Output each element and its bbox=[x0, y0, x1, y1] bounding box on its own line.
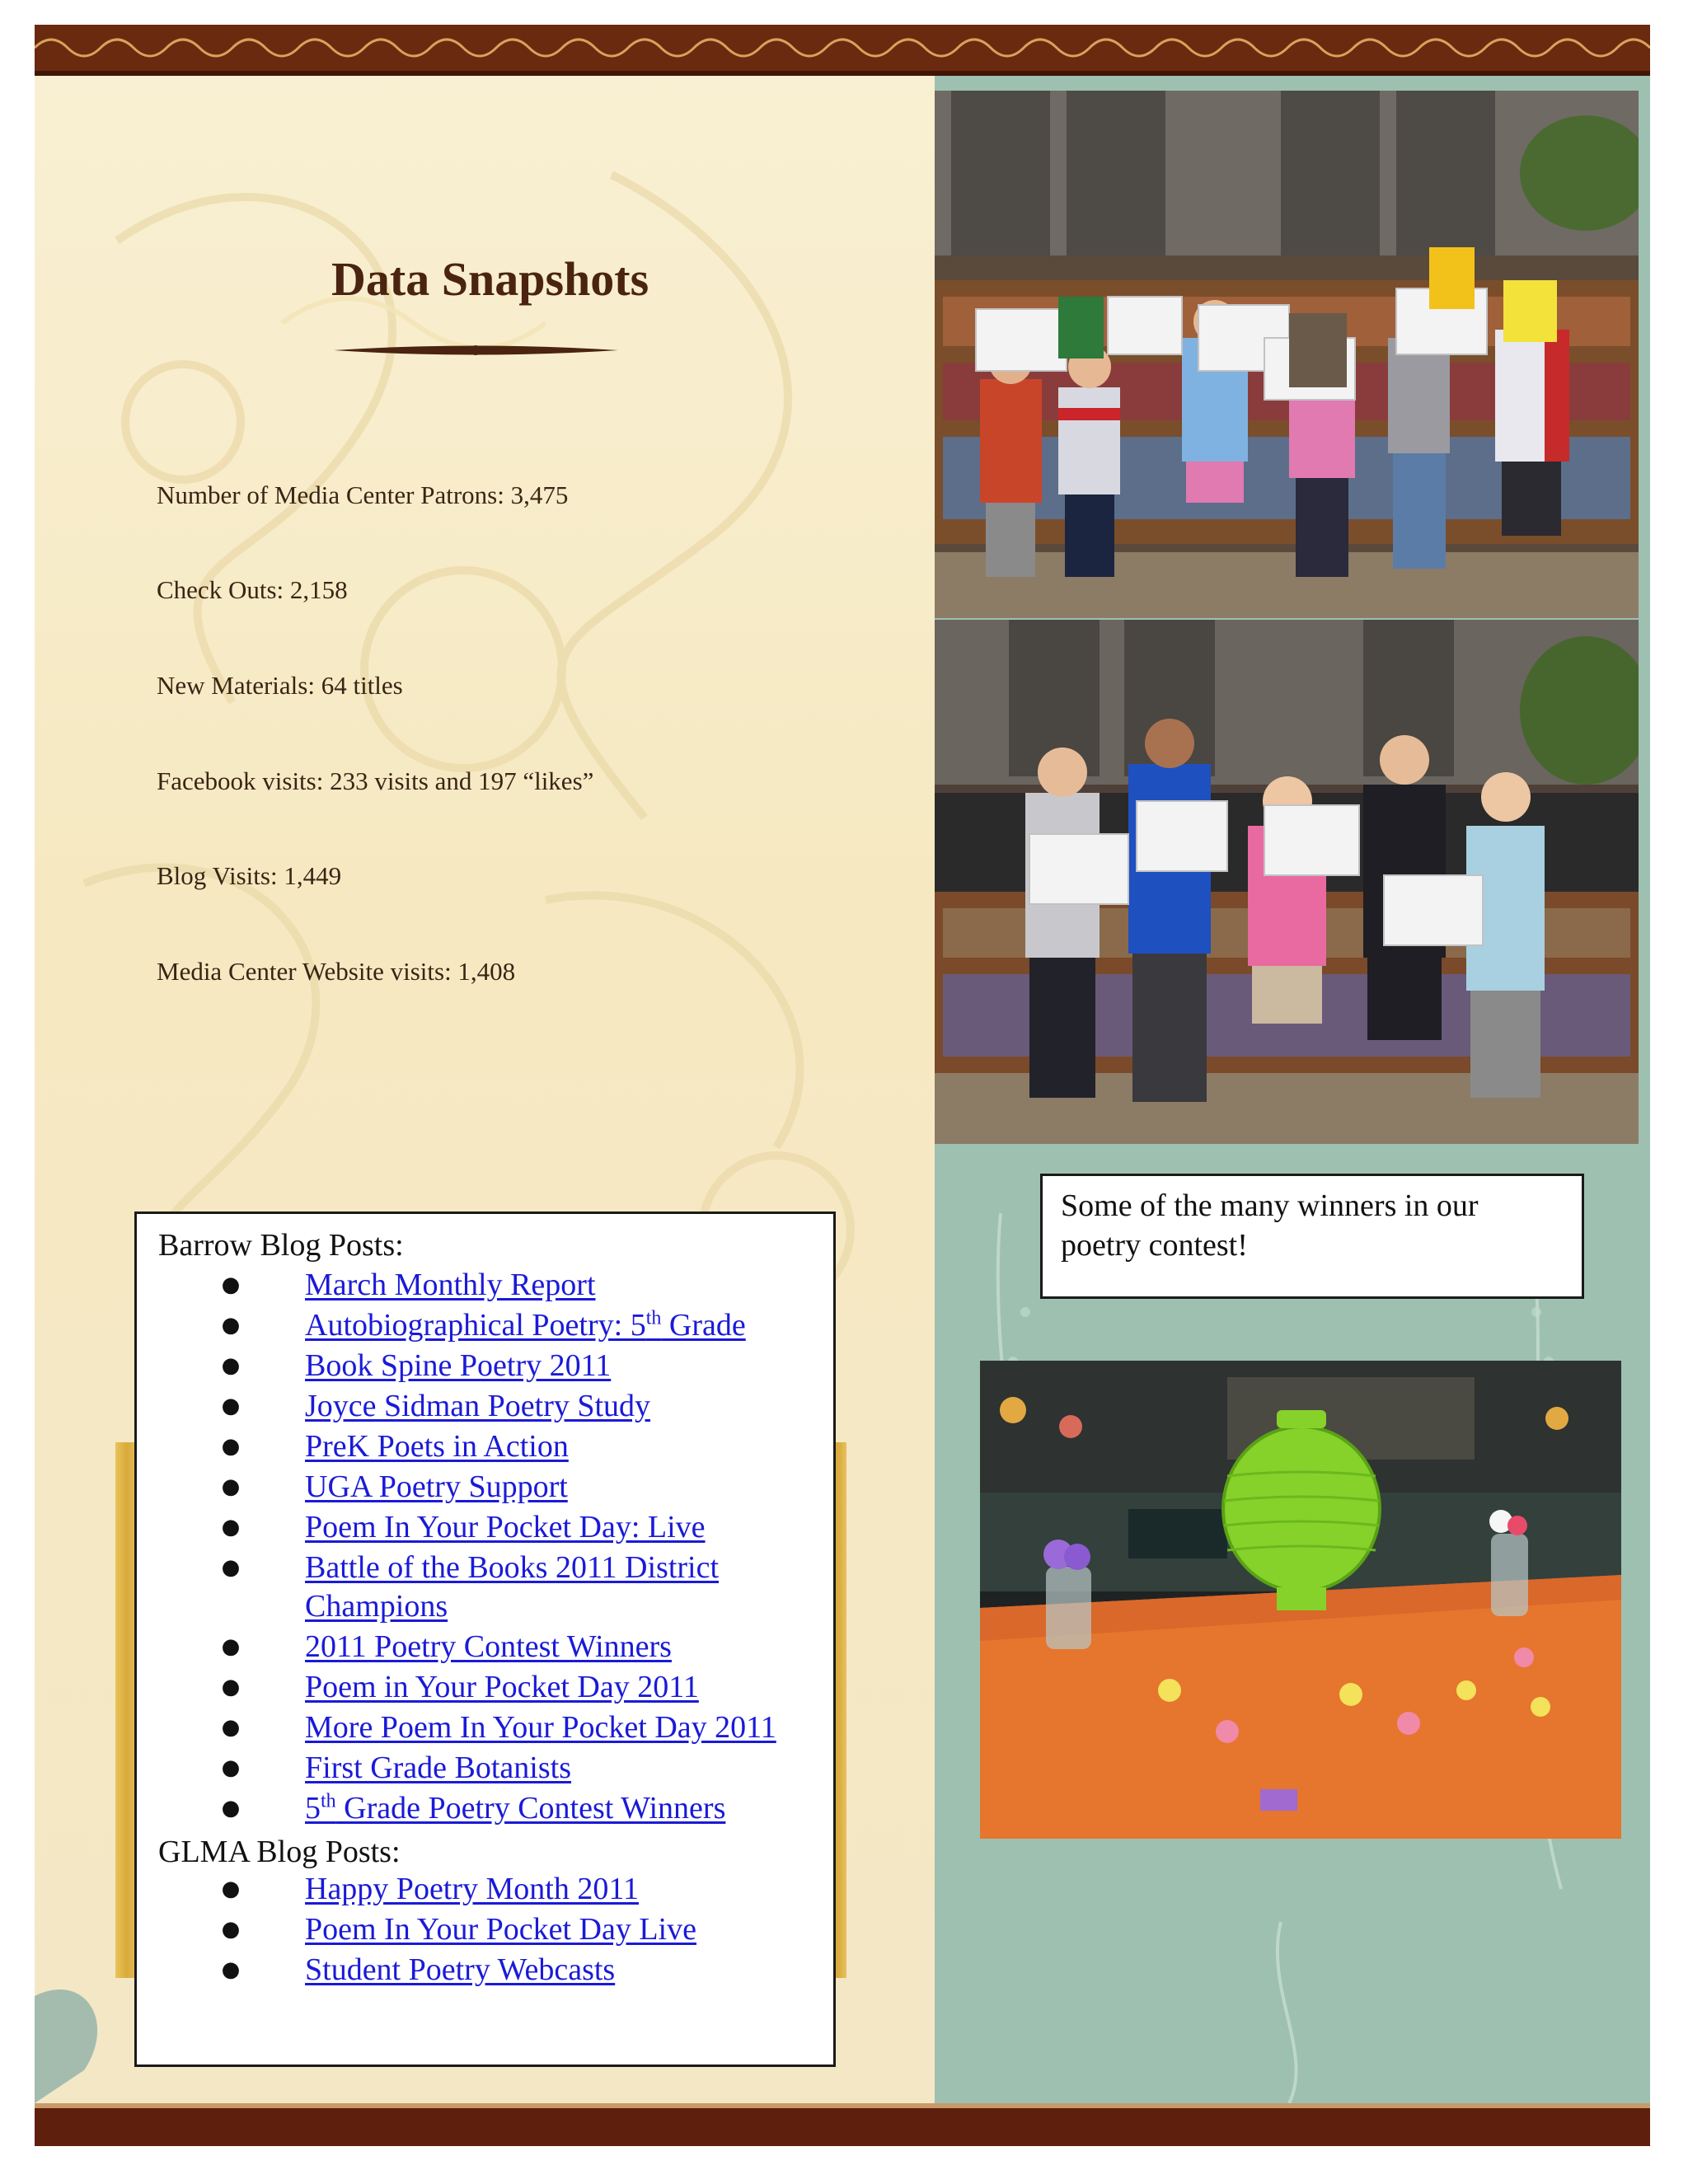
bullet-icon: ● bbox=[221, 1957, 241, 1982]
top-decorative-border bbox=[35, 25, 1650, 76]
blog-link-march-monthly-report[interactable]: March Monthly Report bbox=[305, 1268, 596, 1302]
bullet-icon: ● bbox=[221, 1353, 241, 1378]
stat-facebook: Facebook visits: 233 visits and 197 “likes” bbox=[157, 766, 594, 795]
blog-link-poem-pocket-live[interactable]: Poem In Your Pocket Day: Live bbox=[305, 1510, 706, 1544]
blog-link-glma-poem-pocket-live[interactable]: Poem In Your Pocket Day Live bbox=[305, 1912, 696, 1947]
blog-link-2011-poetry-contest[interactable]: 2011 Poetry Contest Winners bbox=[305, 1629, 672, 1664]
blog-link-first-grade-botanists[interactable]: First Grade Botanists bbox=[305, 1750, 571, 1785]
bullet-icon: ● bbox=[221, 1675, 241, 1699]
bullet-icon: ● bbox=[221, 1394, 241, 1418]
blog-link-battle-of-books[interactable]: Battle of the Books 2011 District bbox=[305, 1550, 720, 1585]
glma-blog-heading: GLMA Blog Posts: bbox=[158, 1835, 401, 1869]
stat-checkouts: Check Outs: 2,158 bbox=[157, 575, 348, 604]
stat-new-materials: New Materials: 64 titles bbox=[157, 671, 403, 700]
stat-blog-visits: Blog Visits: 1,449 bbox=[157, 861, 342, 890]
bullet-icon: ● bbox=[221, 1634, 241, 1659]
bullet-icon: ● bbox=[221, 1434, 241, 1459]
blog-link-battle-of-books-continued[interactable]: Champions bbox=[305, 1589, 448, 1624]
blog-link-student-poetry-webcasts[interactable]: Student Poetry Webcasts bbox=[305, 1952, 616, 1987]
bullet-icon: ● bbox=[221, 1272, 241, 1297]
photo-lantern-table bbox=[980, 1361, 1621, 1839]
title-divider-ornament bbox=[334, 338, 618, 363]
bullet-icon: ● bbox=[221, 1877, 241, 1901]
bullet-icon: ● bbox=[221, 1755, 241, 1780]
blog-link-5th-grade-poetry-winners[interactable]: 5th Grade Poetry Contest Winners bbox=[305, 1790, 726, 1825]
photo-caption: Some of the many winners in our poetry contest! bbox=[1061, 1188, 1479, 1263]
barrow-blog-heading: Barrow Blog Posts: bbox=[158, 1228, 404, 1263]
blog-link-joyce-sidman[interactable]: Joyce Sidman Poetry Study bbox=[305, 1389, 651, 1423]
blog-link-uga-poetry[interactable]: UGA Poetry Support bbox=[305, 1469, 568, 1504]
blog-posts-box bbox=[134, 1212, 836, 2067]
blog-link-poem-pocket-2011[interactable]: Poem in Your Pocket Day 2011 bbox=[305, 1670, 699, 1704]
bullet-icon: ● bbox=[221, 1796, 241, 1821]
blog-link-happy-poetry-month[interactable]: Happy Poetry Month 2011 bbox=[305, 1872, 639, 1906]
blog-link-book-spine-poetry[interactable]: Book Spine Poetry 2011 bbox=[305, 1348, 612, 1383]
stat-patrons: Number of Media Center Patrons: 3,475 bbox=[157, 480, 569, 509]
bottom-decorative-border bbox=[35, 2103, 1650, 2146]
photo-poetry-winners-1 bbox=[935, 91, 1639, 618]
photo-caption-box bbox=[1040, 1174, 1584, 1299]
bullet-icon: ● bbox=[221, 1474, 241, 1499]
bullet-icon: ● bbox=[221, 1917, 241, 1942]
bullet-icon: ● bbox=[221, 1313, 241, 1338]
blog-link-prek-poets[interactable]: PreK Poets in Action bbox=[305, 1429, 569, 1464]
page-title: Data Snapshots bbox=[331, 252, 649, 306]
bullet-icon: ● bbox=[221, 1715, 241, 1740]
blog-link-more-poem-pocket[interactable]: More Poem In Your Pocket Day 2011 bbox=[305, 1710, 776, 1745]
stat-website-visits: Media Center Website visits: 1,408 bbox=[157, 957, 516, 986]
photo-poetry-winners-2 bbox=[935, 620, 1639, 1144]
bullet-icon: ● bbox=[221, 1515, 241, 1540]
blog-link-autobiographical-poetry[interactable]: Autobiographical Poetry: 5th Grade bbox=[305, 1307, 746, 1343]
bullet-icon: ● bbox=[221, 1555, 241, 1580]
